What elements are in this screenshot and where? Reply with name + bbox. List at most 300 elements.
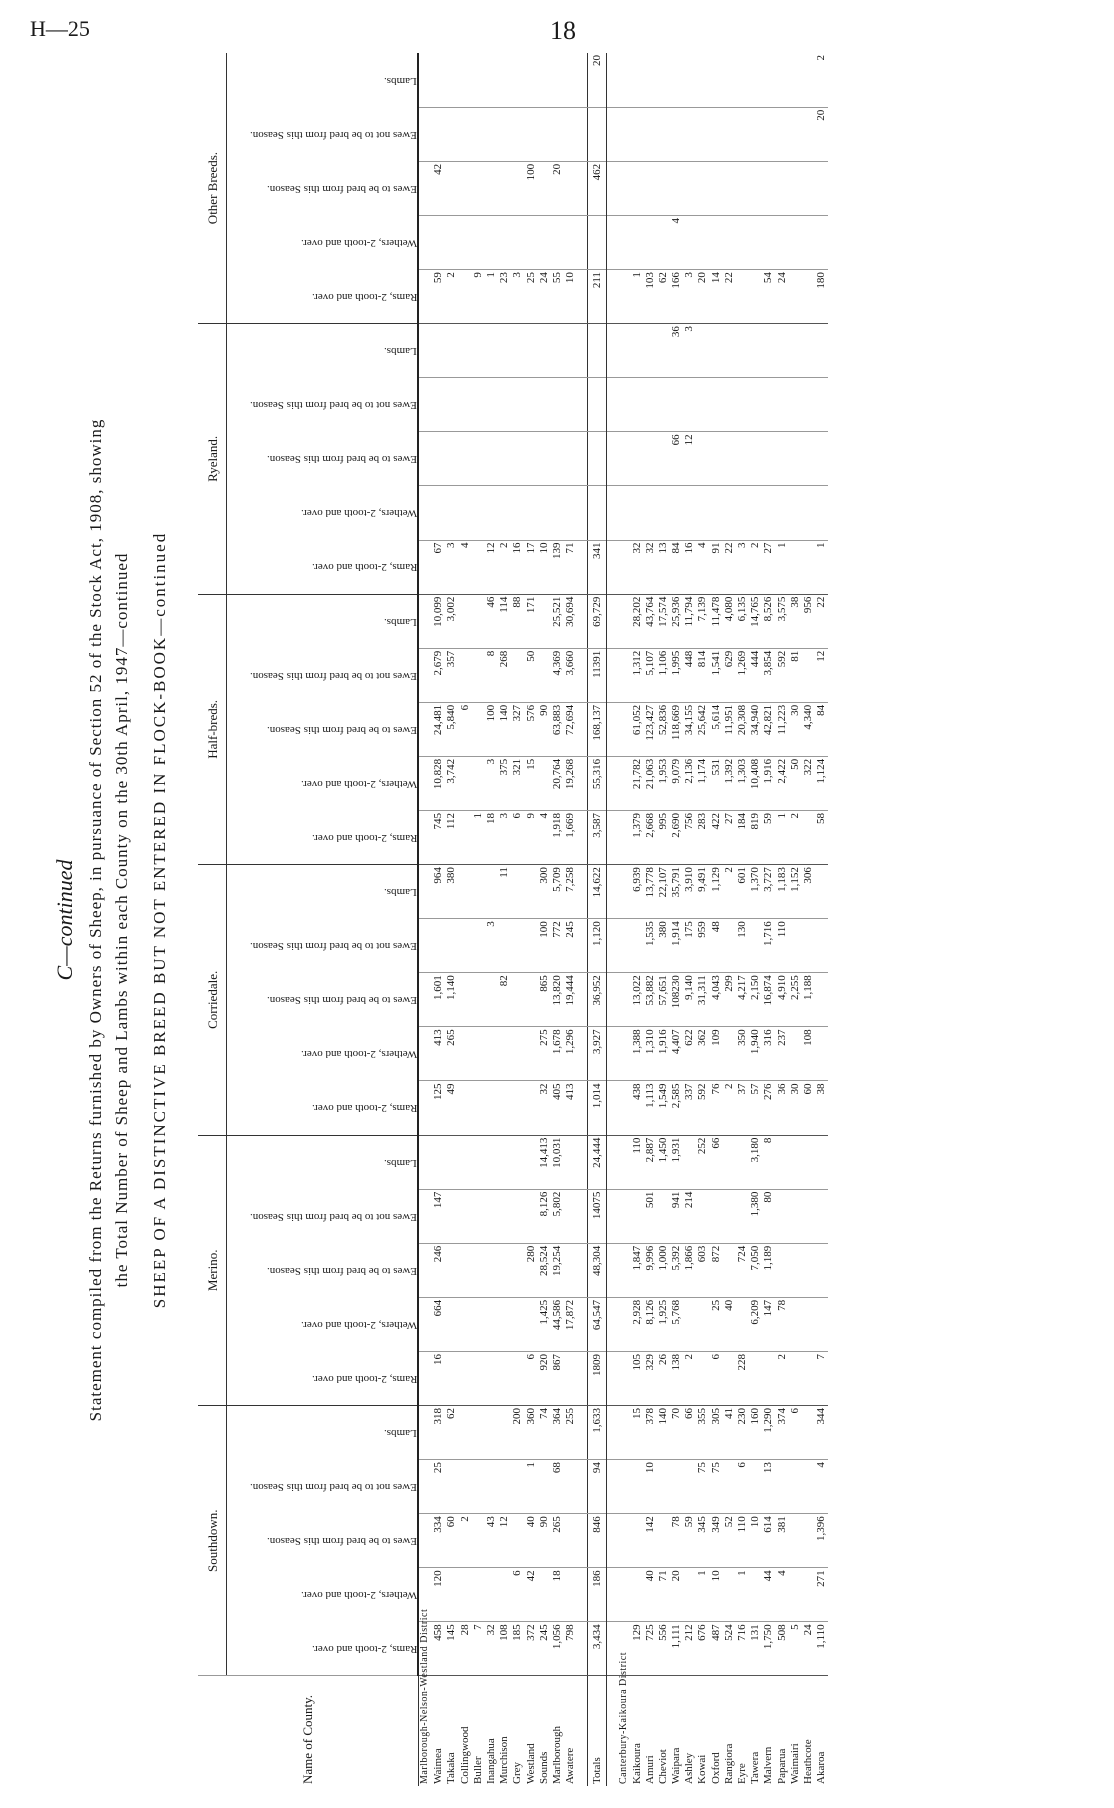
spacer-cell	[577, 1297, 588, 1351]
table-row	[538, 53, 551, 1786]
data-cell	[511, 215, 524, 269]
data-cell: 30	[789, 1081, 802, 1135]
data-cell	[564, 378, 577, 432]
group-header-corriedale: Corriedale.	[198, 865, 227, 1135]
data-cell	[472, 1297, 485, 1351]
data-cell	[485, 1568, 498, 1622]
data-cell	[630, 486, 643, 540]
data-cell: 28,524	[538, 1243, 551, 1297]
data-cell	[525, 107, 538, 161]
data-cell: 724	[736, 1243, 749, 1297]
data-cell	[498, 378, 511, 432]
empty-cell	[617, 973, 630, 1027]
data-cell	[802, 161, 815, 215]
data-cell: 1,269	[736, 648, 749, 702]
data-cell: 865	[538, 973, 551, 1027]
data-cell: 321	[511, 756, 524, 810]
data-cell	[525, 973, 538, 1027]
data-cell: 24	[538, 270, 551, 324]
data-cell	[472, 1189, 485, 1243]
data-cell: 14,765	[749, 594, 762, 648]
data-cell	[525, 1081, 538, 1135]
data-cell: 1,111	[670, 1622, 683, 1676]
table-row	[670, 53, 683, 1786]
data-cell	[710, 107, 723, 161]
data-cell: 1,370	[749, 865, 762, 919]
data-cell	[630, 919, 643, 973]
subheader-rams-2-tooth-and-over	[227, 1081, 419, 1135]
subheader-ewes-to-be-bred-from-this-season	[227, 1514, 419, 1568]
data-cell	[511, 1351, 524, 1405]
data-cell: 1,931	[670, 1135, 683, 1189]
data-cell	[498, 1406, 511, 1460]
data-cell: 145	[445, 1622, 458, 1676]
data-cell	[802, 540, 815, 594]
data-cell	[498, 1081, 511, 1135]
data-cell	[472, 107, 485, 161]
data-cell: 21,063	[644, 756, 657, 810]
empty-cell	[617, 378, 630, 432]
table-row	[432, 53, 445, 1786]
data-cell	[723, 1189, 736, 1243]
data-cell	[511, 161, 524, 215]
data-cell: 5,802	[551, 1189, 564, 1243]
data-cell: 42	[432, 161, 445, 215]
data-cell: 1	[630, 270, 643, 324]
spacer-cell	[607, 378, 618, 432]
data-cell: 25,642	[696, 702, 709, 756]
empty-cell	[418, 1189, 432, 1243]
data-cell: 90	[538, 1514, 551, 1568]
data-cell	[498, 1568, 511, 1622]
data-cell: 108230	[670, 973, 683, 1027]
data-cell	[538, 53, 551, 107]
spacer-cell	[577, 1351, 588, 1405]
data-cell	[459, 919, 472, 973]
data-cell	[445, 1243, 458, 1297]
data-cell: 7,050	[749, 1243, 762, 1297]
data-cell: 378	[644, 1406, 657, 1460]
data-cell	[789, 1351, 802, 1405]
data-cell: 374	[776, 1406, 789, 1460]
data-cell	[789, 161, 802, 215]
data-cell	[696, 107, 709, 161]
data-cell	[789, 1243, 802, 1297]
data-cell	[815, 161, 828, 215]
data-cell: 112	[445, 811, 458, 865]
data-cell	[472, 215, 485, 269]
data-cell: 4,080	[723, 594, 736, 648]
county-name: Inangahua	[485, 1738, 498, 1784]
county-name: Akaroa	[815, 1751, 828, 1784]
data-cell	[445, 432, 458, 486]
county-name: Sounds	[537, 1751, 550, 1784]
data-cell: 614	[762, 1514, 775, 1568]
subheader-label: Ewes to be bred from this Season.	[267, 453, 417, 466]
data-cell: 1,678	[551, 1027, 564, 1081]
empty-cell	[617, 161, 630, 215]
spacer-cell	[607, 432, 618, 486]
data-cell	[749, 324, 762, 378]
data-cell: 61,052	[630, 702, 643, 756]
data-cell	[815, 1189, 828, 1243]
data-cell	[538, 756, 551, 810]
data-cell: 867	[551, 1351, 564, 1405]
data-cell: 3	[736, 540, 749, 594]
data-cell	[723, 486, 736, 540]
data-cell	[472, 594, 485, 648]
data-cell	[459, 486, 472, 540]
data-cell: 1,124	[815, 756, 828, 810]
data-cell: 20	[696, 270, 709, 324]
data-cell	[802, 1243, 815, 1297]
data-cell: 129	[630, 1622, 643, 1676]
data-cell	[472, 648, 485, 702]
spacer-cell	[577, 378, 588, 432]
empty-cell	[418, 1514, 432, 1568]
county-name: Oxford	[709, 1752, 722, 1784]
data-cell: 52,836	[657, 702, 670, 756]
data-cell: 100	[525, 161, 538, 215]
data-cell: 622	[683, 1027, 696, 1081]
empty-cell	[418, 756, 432, 810]
data-cell: 1,189	[762, 1243, 775, 1297]
data-cell	[511, 53, 524, 107]
data-cell: 664	[432, 1297, 445, 1351]
data-cell: 375	[498, 756, 511, 810]
data-cell: 147	[762, 1297, 775, 1351]
data-cell: 3,434	[588, 1622, 607, 1676]
table-row	[564, 53, 577, 1786]
data-cell: 21,782	[630, 756, 643, 810]
empty-cell	[617, 270, 630, 324]
data-cell	[538, 107, 551, 161]
data-cell: 43	[485, 1514, 498, 1568]
county-name: Grey	[511, 1762, 524, 1784]
data-cell	[551, 378, 564, 432]
data-cell: 125	[432, 1081, 445, 1135]
data-cell: 48	[710, 919, 723, 973]
data-cell	[485, 432, 498, 486]
data-cell	[644, 432, 657, 486]
data-cell	[459, 378, 472, 432]
data-cell: 75	[696, 1460, 709, 1514]
data-cell	[736, 378, 749, 432]
data-cell	[472, 432, 485, 486]
data-cell	[459, 161, 472, 215]
data-cell: 59	[762, 811, 775, 865]
data-cell: 9	[472, 270, 485, 324]
subheader-label: Ewes to be bred from this Season.	[267, 1535, 417, 1548]
data-cell	[459, 1460, 472, 1514]
spacer-cell	[607, 1189, 618, 1243]
data-cell: 84	[670, 540, 683, 594]
spacer-cell	[577, 1189, 588, 1243]
county-name: Amuri	[643, 1755, 656, 1784]
data-cell: 13,022	[630, 973, 643, 1027]
data-cell	[564, 486, 577, 540]
data-cell	[498, 1135, 511, 1189]
data-cell: 300	[538, 865, 551, 919]
empty-cell	[418, 594, 432, 648]
data-cell: 40	[525, 1514, 538, 1568]
data-cell: 17,872	[564, 1297, 577, 1351]
data-cell: 10,099	[432, 594, 445, 648]
data-cell	[670, 161, 683, 215]
data-cell	[485, 865, 498, 919]
data-cell: 4	[459, 540, 472, 594]
data-cell	[432, 919, 445, 973]
data-cell: 3	[485, 919, 498, 973]
data-cell: 5,107	[644, 648, 657, 702]
data-cell: 756	[683, 811, 696, 865]
data-cell: 78	[670, 1514, 683, 1568]
empty-cell	[418, 540, 432, 594]
data-cell	[696, 432, 709, 486]
county-name: Eyre	[736, 1763, 749, 1784]
spacer-cell	[607, 540, 618, 594]
data-cell: 10,031	[551, 1135, 564, 1189]
county-name: Awatere	[564, 1747, 577, 1784]
data-cell: 327	[511, 702, 524, 756]
data-cell	[802, 1568, 815, 1622]
data-cell: 413	[564, 1081, 577, 1135]
data-cell: 19,254	[551, 1243, 564, 1297]
data-cell: 306	[802, 865, 815, 919]
data-cell	[472, 973, 485, 1027]
data-cell	[485, 1189, 498, 1243]
data-cell	[670, 53, 683, 107]
data-cell	[789, 540, 802, 594]
data-cell: 1,847	[630, 1243, 643, 1297]
data-cell	[657, 1514, 670, 1568]
subheader-label: Rams, 2-tooth and over.	[311, 1643, 417, 1656]
data-cell	[710, 53, 723, 107]
data-cell: 798	[564, 1622, 577, 1676]
data-cell: 31,311	[696, 973, 709, 1027]
data-cell	[511, 865, 524, 919]
data-cell: 75	[710, 1460, 723, 1514]
data-cell	[630, 215, 643, 269]
data-cell: 1,750	[762, 1622, 775, 1676]
data-cell	[710, 378, 723, 432]
data-cell	[551, 432, 564, 486]
data-cell: 13,778	[644, 865, 657, 919]
subheader-label: Ewes not to be bred from this Season.	[250, 399, 417, 412]
data-cell	[723, 1351, 736, 1405]
data-cell	[472, 919, 485, 973]
data-cell: 22,107	[657, 865, 670, 919]
data-cell: 4	[538, 811, 551, 865]
data-cell: 1,388	[630, 1027, 643, 1081]
data-cell	[683, 215, 696, 269]
data-cell	[485, 215, 498, 269]
data-cell	[736, 107, 749, 161]
data-cell	[551, 107, 564, 161]
data-cell	[723, 919, 736, 973]
data-cell: 1,106	[657, 648, 670, 702]
data-cell	[525, 1027, 538, 1081]
data-cell	[644, 161, 657, 215]
data-cell	[696, 378, 709, 432]
data-cell: 245	[538, 1622, 551, 1676]
data-cell: 103	[644, 270, 657, 324]
data-cell: 34,940	[749, 702, 762, 756]
data-cell: 120	[432, 1568, 445, 1622]
data-cell	[789, 324, 802, 378]
data-cell: 147	[432, 1189, 445, 1243]
data-cell: 8	[762, 1135, 775, 1189]
table-subject-heading: SHEEP OF A DISTINCTIVE BREED BUT NOT ENTERED IN FLOCK-BOOK—continued	[150, 531, 169, 1309]
data-cell	[564, 1135, 577, 1189]
data-cell: 26	[657, 1351, 670, 1405]
empty-cell	[617, 1460, 630, 1514]
data-cell	[815, 1297, 828, 1351]
data-cell	[564, 324, 577, 378]
data-cell	[723, 53, 736, 107]
data-cell: 1,174	[696, 756, 709, 810]
data-cell: 10,828	[432, 756, 445, 810]
data-cell: 3	[683, 324, 696, 378]
data-cell: 25,936	[670, 594, 683, 648]
data-cell	[445, 1351, 458, 1405]
spacer-cell	[577, 1676, 588, 1786]
spacer-cell	[607, 1297, 618, 1351]
county-name: Cheviot	[656, 1749, 669, 1784]
subheader-label: Ewes not to be bred from this Season.	[250, 1481, 417, 1494]
data-cell	[776, 1460, 789, 1514]
data-cell: 556	[657, 1622, 670, 1676]
data-cell: 41	[723, 1406, 736, 1460]
data-cell	[802, 919, 815, 973]
data-cell: 3,742	[445, 756, 458, 810]
data-cell	[683, 1460, 696, 1514]
data-cell: 4	[670, 215, 683, 269]
data-cell	[762, 1351, 775, 1405]
data-cell: 458	[432, 1622, 445, 1676]
data-cell	[445, 919, 458, 973]
data-cell	[498, 486, 511, 540]
data-cell	[749, 270, 762, 324]
spacer-cell	[607, 1081, 618, 1135]
data-cell: 10,408	[749, 756, 762, 810]
data-cell	[459, 1351, 472, 1405]
data-cell: 37	[736, 1081, 749, 1135]
data-cell	[485, 1027, 498, 1081]
data-cell	[749, 919, 762, 973]
data-cell: 212	[683, 1622, 696, 1676]
data-cell	[472, 1514, 485, 1568]
data-cell	[472, 53, 485, 107]
data-cell: 592	[696, 1081, 709, 1135]
data-cell	[723, 378, 736, 432]
totals-row	[588, 53, 607, 1786]
data-cell	[472, 1243, 485, 1297]
subheader-lambs	[227, 324, 419, 378]
data-cell: 344	[815, 1406, 828, 1460]
data-cell: 20	[670, 1568, 683, 1622]
data-cell: 9	[525, 811, 538, 865]
data-cell	[802, 486, 815, 540]
data-cell: 36	[776, 1081, 789, 1135]
data-cell	[683, 1297, 696, 1351]
data-cell	[498, 215, 511, 269]
data-cell: 90	[538, 702, 551, 756]
subheader-rams-2-tooth-and-over	[227, 1351, 419, 1405]
data-cell: 2,690	[670, 811, 683, 865]
data-cell	[710, 1189, 723, 1243]
data-cell	[459, 1406, 472, 1460]
data-cell	[710, 215, 723, 269]
data-cell	[538, 161, 551, 215]
empty-cell	[617, 594, 630, 648]
data-cell: 1,000	[657, 1243, 670, 1297]
spacer-cell	[577, 1406, 588, 1460]
data-cell	[472, 1406, 485, 1460]
data-cell: 66	[670, 432, 683, 486]
data-cell	[459, 1027, 472, 1081]
data-cell	[723, 1135, 736, 1189]
data-cell	[525, 1297, 538, 1351]
data-cell: 185	[511, 1622, 524, 1676]
data-cell	[736, 1135, 749, 1189]
data-cell	[657, 161, 670, 215]
county-name: Paparua	[775, 1748, 788, 1784]
data-cell: 508	[776, 1622, 789, 1676]
data-cell: 2	[723, 1081, 736, 1135]
county-name: Waimea	[432, 1748, 445, 1784]
data-cell: 341	[588, 540, 607, 594]
data-cell: 1,601	[432, 973, 445, 1027]
data-cell: 9,491	[696, 865, 709, 919]
data-cell	[749, 486, 762, 540]
data-cell	[459, 107, 472, 161]
data-cell	[710, 324, 723, 378]
subheader-label: Ewes not to be bred from this Season.	[250, 669, 417, 682]
data-cell: 11	[498, 865, 511, 919]
table-row	[683, 53, 696, 1786]
county-name: Kaikoura	[630, 1743, 643, 1784]
data-cell: 63,883	[551, 702, 564, 756]
data-cell	[789, 432, 802, 486]
data-cell	[789, 107, 802, 161]
data-cell: 1,120	[588, 919, 607, 973]
data-cell: 3	[485, 756, 498, 810]
data-cell: 3,927	[588, 1027, 607, 1081]
table-row	[776, 53, 789, 1786]
data-cell	[498, 432, 511, 486]
data-cell	[644, 378, 657, 432]
rotated-page-content	[50, 50, 1110, 1790]
data-cell	[789, 1297, 802, 1351]
data-cell	[683, 161, 696, 215]
data-cell: 255	[564, 1406, 577, 1460]
data-cell	[736, 1189, 749, 1243]
data-cell: 50	[789, 756, 802, 810]
page-number: 18	[550, 16, 576, 45]
document-reference: H—25	[30, 16, 90, 41]
table-row	[815, 53, 828, 1786]
subheader-label: Lambs.	[384, 615, 417, 628]
data-cell: 6	[459, 702, 472, 756]
data-cell: 959	[696, 919, 709, 973]
data-cell: 1,392	[723, 756, 736, 810]
data-cell	[630, 53, 643, 107]
data-cell: 283	[696, 811, 709, 865]
data-cell: 68	[551, 1460, 564, 1514]
data-cell	[683, 107, 696, 161]
data-cell	[498, 1243, 511, 1297]
